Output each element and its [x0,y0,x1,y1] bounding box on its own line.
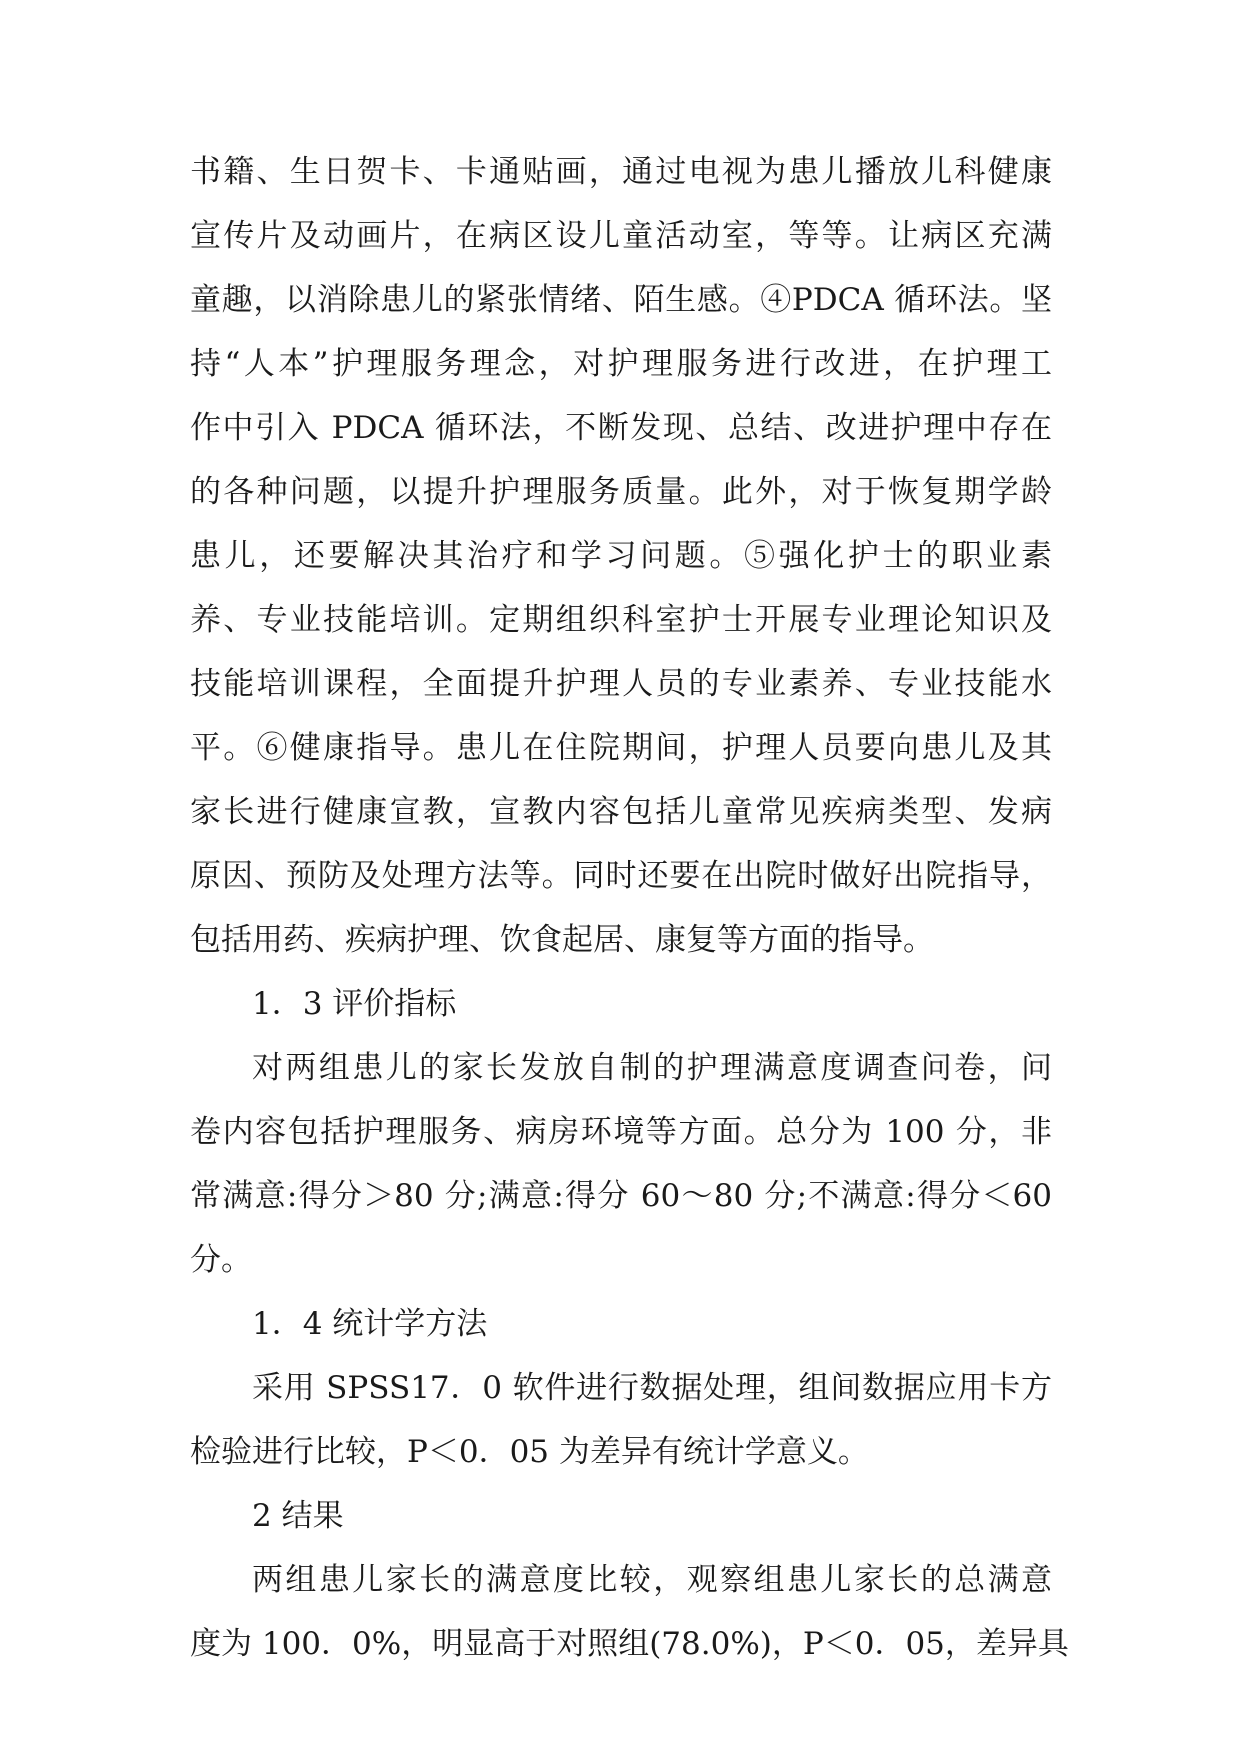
body-text-line: 度为 100．0%，明显高于对照组(78.0%)，P＜0．05，差异具 [190,1626,1069,1662]
body-text-line: 包括用药、疾病护理、饮食起居、康复等方面的指导。 [190,922,934,958]
body-text-line: 常满意:得分＞80 分;满意:得分 60～80 分;不满意:得分＜60 [190,1178,1052,1214]
body-text-line: 童趣，以消除患儿的紧张情绪、陌生感。④PDCA 循环法。坚 [190,282,1052,318]
body-text-line: 书籍、生日贺卡、卡通贴画，通过电视为患儿播放儿科健康 [190,154,1052,190]
body-text-line: 的各种问题，以提升护理服务质量。此外，对于恢复期学龄 [190,474,1052,510]
body-text-line: 宣传片及动画片，在病区设儿童活动室，等等。让病区充满 [190,218,1052,254]
body-text-line: 技能培训课程，全面提升护理人员的专业素养、专业技能水 [190,666,1052,702]
body-text-line: 家长进行健康宣教，宣教内容包括儿童常见疾病类型、发病 [190,794,1052,830]
body-text-line: 原因、预防及处理方法等。同时还要在出院时做好出院指导， [190,858,1052,894]
section-heading: 1．4 统计学方法 [252,1306,488,1342]
body-text-line: 患儿，还要解决其治疗和学习问题。⑤强化护士的职业素 [190,538,1052,574]
body-text-line: 两组患儿家长的满意度比较，观察组患儿家长的总满意 [252,1562,1052,1598]
body-text-line: 分。 [190,1242,252,1278]
section-heading: 2 结果 [252,1498,344,1534]
body-text-line: 检验进行比较，P＜0．05 为差异有统计学意义。 [190,1434,869,1470]
body-text-line: 采用 SPSS17．0 软件进行数据处理，组间数据应用卡方 [252,1370,1052,1406]
body-text-line: 对两组患儿的家长发放自制的护理满意度调查问卷，问 [252,1050,1052,1086]
body-text-line: 卷内容包括护理服务、病房环境等方面。总分为 100 分，非 [190,1114,1052,1150]
body-text-line: 持“人本”护理服务理念，对护理服务进行改进，在护理工 [190,346,1052,382]
body-text-line: 平。⑥健康指导。患儿在住院期间，护理人员要向患儿及其 [190,730,1052,766]
section-heading: 1．3 评价指标 [252,986,457,1022]
body-text-line: 作中引入 PDCA 循环法，不断发现、总结、改进护理中存在 [190,410,1052,446]
body-text-line: 养、专业技能培训。定期组织科室护士开展专业理论知识及 [190,602,1052,638]
